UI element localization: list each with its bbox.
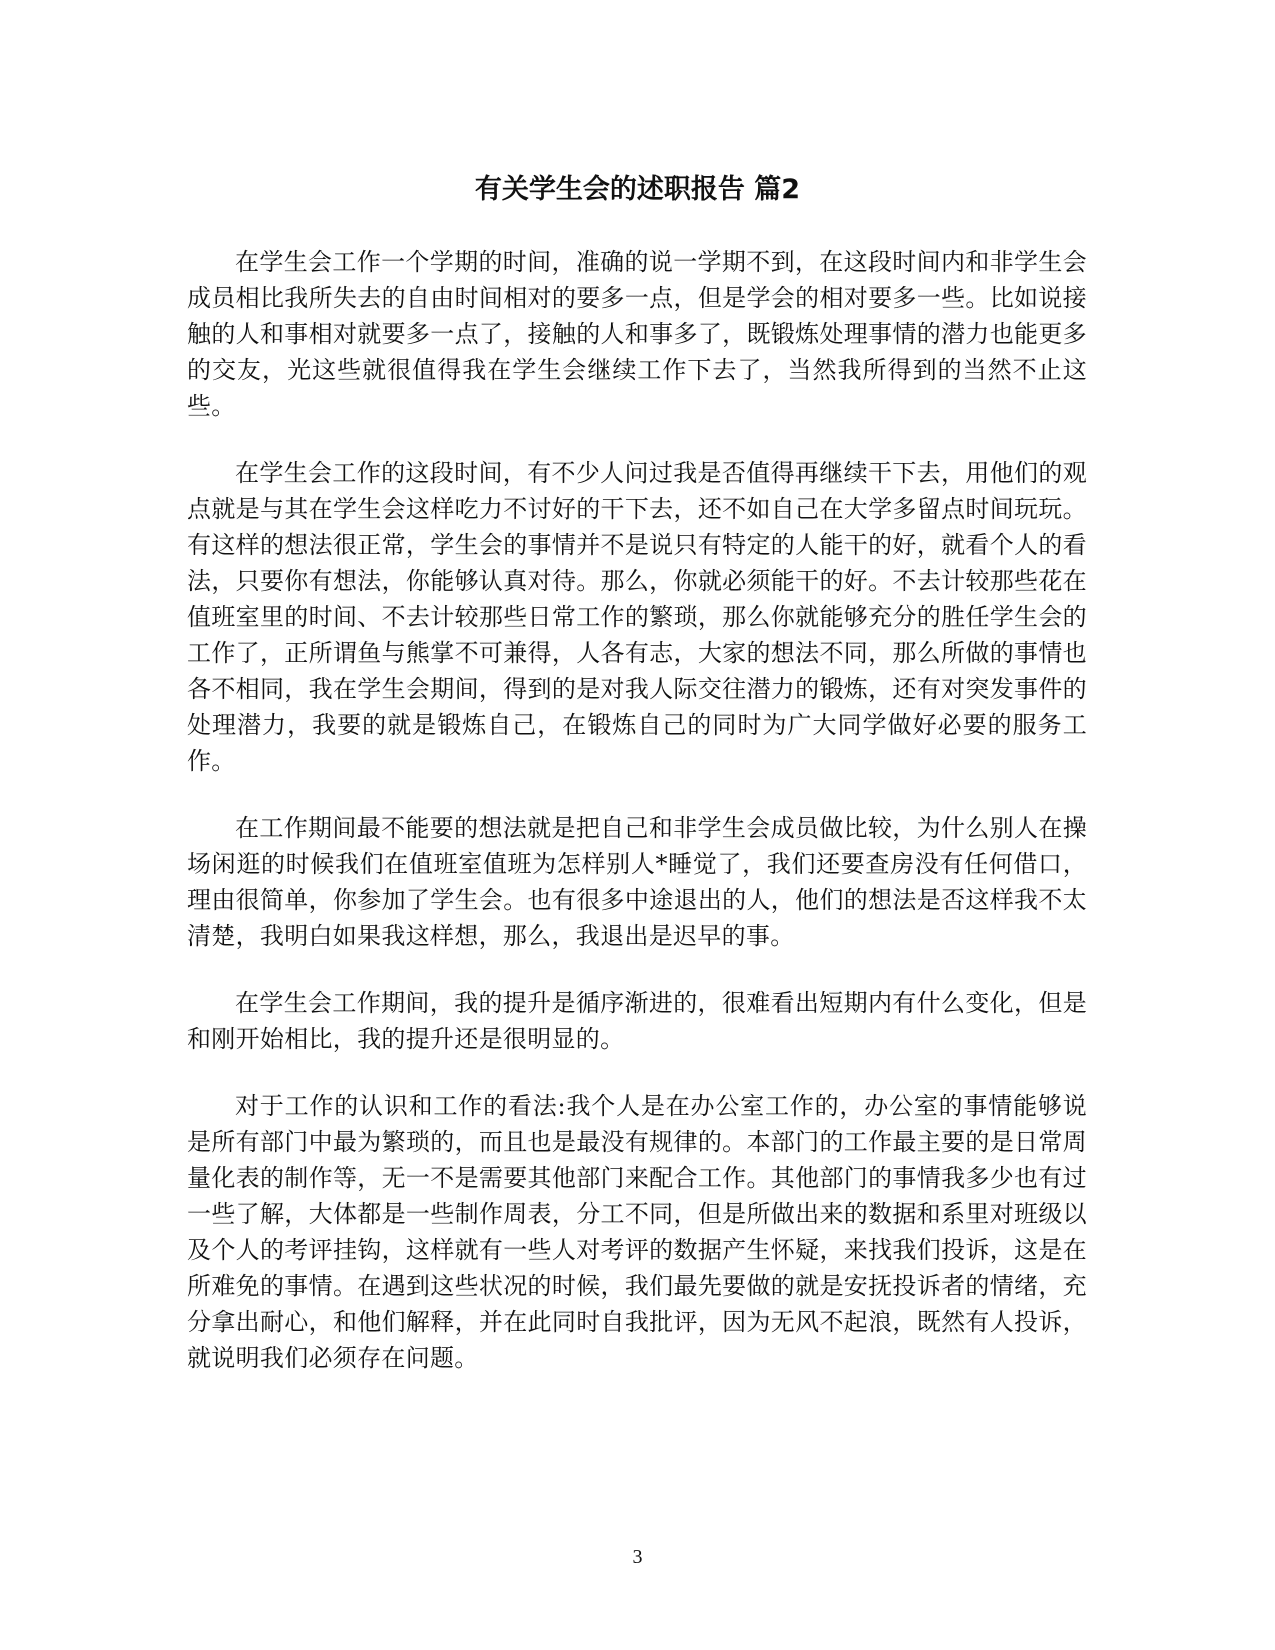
document-title: 有关学生会的述职报告 篇2 <box>474 174 801 205</box>
paragraph-5: 对于工作的认识和工作的看法:我个人是在办公室工作的，办公室的事情能够说是所有部门中最为繁琐的，而且也是最没有规律的。本部门的工作最主要的是日常周量化表的制作等，无一不是需要其他部门来配合工作。其他部门的事情我多少也有过一些了解，大体都是一些制作周表，分工不同，但是所做出来的数据和系里对班级以及个人的考评挂钩，这样就有一些人对考评的数据产生怀疑，来找我们投诉，这是在所难免的事情。在遇到这些状况的时候，我们最先要做的就是安抚投诉者的情绪，充分拿出耐心，和他们解释，并在此同时自我批评，因为无风不起浪，既然有人投诉，就说明我们必须存在问题。 <box>187 1092 1087 1372</box>
paragraph-1: 在学生会工作一个学期的时间，准确的说一学期不到，在这段时间内和非学生会成员相比我所失去的自由时间相对的要多一点，但是学会的相对要多一些。比如说接触的人和事相对就要多一点了，接触的人和事多了，既锻炼处理事情的潜力也能更多的交友，光这些就很值得我在学生会继续工作下去了，当然我所得到的当然不止这些。 <box>187 248 1087 420</box>
paragraph-2: 在学生会工作的这段时间，有不少人问过我是否值得再继续干下去，用他们的观点就是与其在学生会这样吃力不讨好的干下去，还不如自己在大学多留点时间玩玩。有这样的想法很正常，学生会的事情并不是说只有特定的人能干的好，就看个人的看法，只要你有想法，你能够认真对待。那么，你就必须能干的好。不去计较那些花在值班室里的时间、不去计较那些日常工作的繁琐，那么你就能够充分的胜任学生会的工作了，正所谓鱼与熊掌不可兼得，人各有志，大家的想法不同，那么所做的事情也各不相同，我在学生会期间，得到的是对我人际交往潜力的锻炼，还有对突发事件的处理潜力，我要的就是锻炼自己，在锻炼自己的同时为广大同学做好必要的服务工作。 <box>187 459 1087 775</box>
paragraph-3: 在工作期间最不能要的想法就是把自己和非学生会成员做比较，为什么别人在操场闲逛的时候我们在值班室值班为怎样别人*睡觉了，我们还要查房没有任何借口，理由很简单，你参加了学生会。也有很多中途退出的人，他们的想法是否这样我不太清楚，我明白如果我这样想，那么，我退出是迟早的事。 <box>187 814 1087 950</box>
paragraph-4: 在学生会工作期间，我的提升是循序渐进的，很难看出短期内有什么变化，但是和刚开始相比，我的提升还是很明显的。 <box>187 989 1087 1053</box>
page-number: 3 <box>632 1546 643 1568</box>
document-body <box>187 244 1087 1407</box>
